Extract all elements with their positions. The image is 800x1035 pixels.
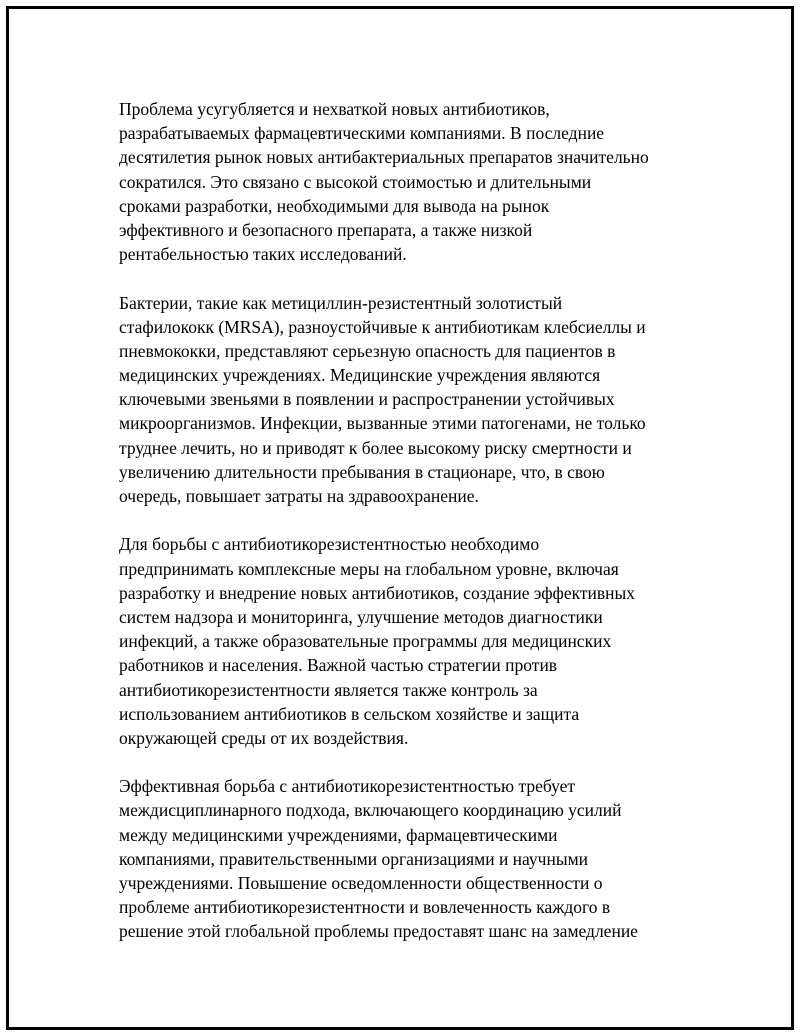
text-line: разработку и внедрение новых антибиотиков, создание эффективных [119,582,636,603]
text-line: ключевыми звеньями в появлении и распространении устойчивых [119,389,615,410]
paragraph-4 [119,774,689,943]
text-line: десятилетия рынок новых антибактериальных препаратов значительно [119,147,649,168]
text-line: медицинских учреждениях. Медицинские учреждения являются [119,365,601,386]
text-line: рентабельностью таких исследований. [119,244,407,265]
text-line: компаниями, правительственными организациями и научными [119,848,589,869]
text-line: учреждениями. Повышение осведомленности общественности о [119,873,603,893]
text-line: предпринимать комплексные меры на глобальном уровне, включая [119,558,619,579]
text-line: Проблема усугубляется и нехваткой новых антибиотиков, [119,99,550,119]
text-line: разрабатываемых фармацевтическими компаниями. В последние [119,123,605,144]
text-line: Эффективная борьба с антибиотикорезистентностью требует [119,776,576,797]
text-line: окружающей среды от их воздействия. [119,727,409,748]
text-line: микроорганизмов. Инфекции, вызванные этими патогенами, не только [119,413,646,434]
text-line: между медицинскими учреждениями, фармацевтическими [119,824,558,845]
text-line: сократился. Это связано с высокой стоимостью и длительными [119,171,592,192]
text-line: очередь, повышает затраты на здравоохранение. [119,486,479,506]
page-frame [6,6,794,1030]
text-line: труднее лечить, но и приводят к более высокому риску смертности и [119,437,632,458]
text-line: инфекций, а также образовательные программы для медицинских [119,631,612,652]
text-line: Бактерии, такие как метициллин-резистентный золотистый [119,292,563,313]
page-content [119,97,689,968]
text-line: стафилококк (MRSA), разноустойчивые к антибиотикам клебсиеллы и [119,316,646,337]
text-line: Для борьбы с антибиотикорезистентностью необходимо [119,534,540,555]
text-line: увеличению длительности пребывания в стационаре, что, в свою [119,461,605,482]
text-line: сроками разработки, необходимыми для вывода на рынок [119,195,550,216]
paragraph-2 [119,291,689,509]
text-line: пневмококки, представляют серьезную опасность для пациентов в [119,340,616,361]
text-line: решение этой глобальной проблемы предоставят шанс на замедление [119,921,638,942]
text-line: междисциплинарного подхода, включающего координацию усилий [119,800,622,821]
text-line: систем надзора и мониторинга, улучшение методов диагностики [119,606,603,627]
text-line: использованием антибиотиков в сельском хозяйстве и защита [119,703,580,724]
paragraph-3 [119,532,689,750]
text-line: проблеме антибиотикорезистентности и вовлеченность каждого в [119,897,611,918]
text-line: работников и населения. Важной частью стратегии против [119,655,558,676]
text-line: антибиотикорезистентности является также контроль за [119,679,538,700]
text-line: эффективного и безопасного препарата, а также низкой [119,219,533,240]
paragraph-1 [119,97,689,266]
